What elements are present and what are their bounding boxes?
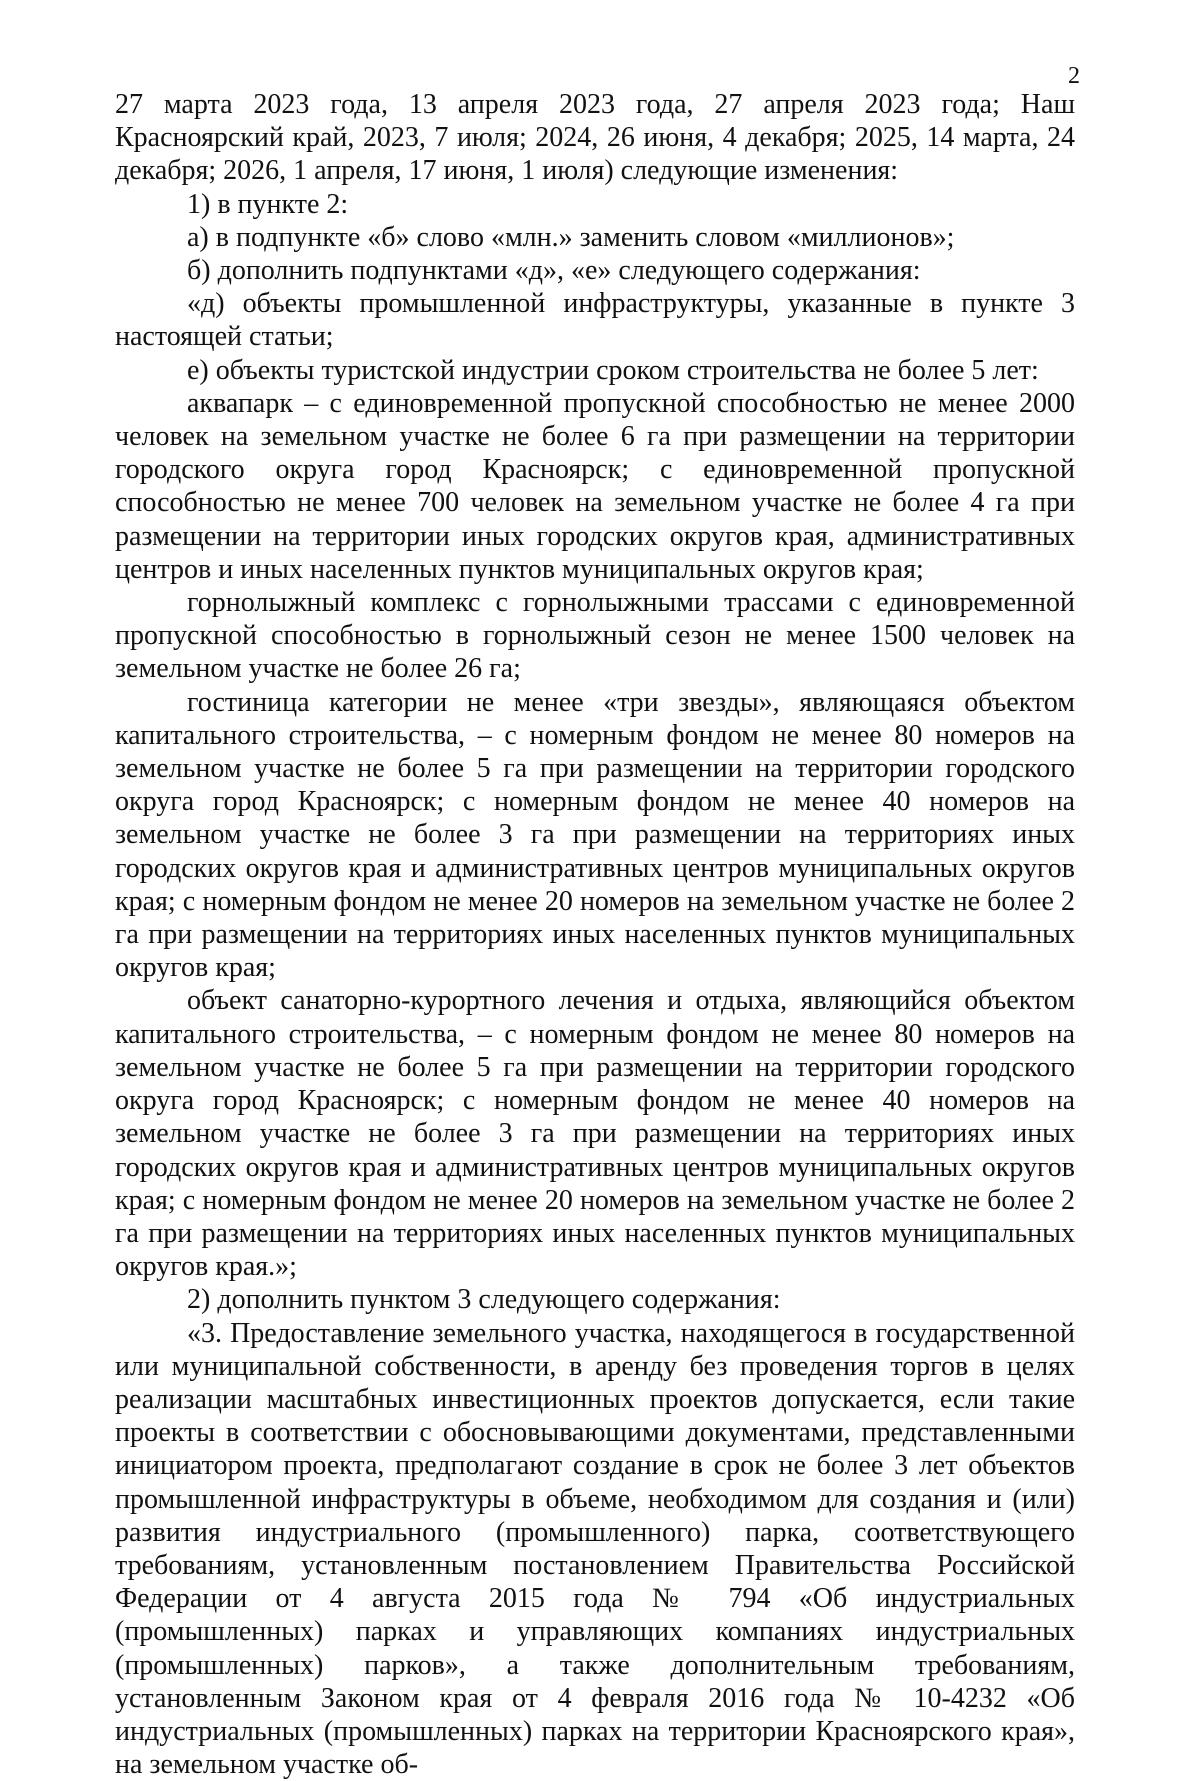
paragraph-subitem-d: «д) объекты промышленной инфраструктуры, указанные в пункте 3 настоящей статьи;	[115, 288, 1075, 353]
paragraph-hotel: гостиница категории не менее «три звезды», являющаяся объектом капитального строительства, – с номерным фондом не менее 80 номеров на земельном участке не более 5 га при размещении на территории городского округа город Красноярск; с номерным фондом не менее 40 номеров на земельном участке не более 3 га при размещении на территориях иных городских округов края и административных центров муниципальных округов края; с номерным фондом не менее 20 номеров на земельном участке не более 2 га при размещении на территориях иных населенных пунктов муниципальных округов края;	[115, 686, 1075, 984]
paragraph-aquapark: аквапарк – с единовременной пропускной способностью не менее 2000 человек на земельном участке не более 6 га при размещении на территории городского округа город Красноярск; с единовременной пропускной способностью не менее 700 человек на земельном участке не более 4 га при размещении на территории иных городских округов края, административных центров и иных населенных пунктов муниципальных округов края;	[115, 387, 1075, 585]
paragraph-ski-complex: горнолыжный комплекс с горнолыжными трассами с единовременной пропускной способностью в горнолыжный сезон не менее 1500 человек на земельном участке не более 26 га;	[115, 587, 1075, 685]
paragraph-subitem-e: е) объекты туристской индустрии сроком строительства не более 5 лет:	[187, 354, 1039, 386]
paragraph-item-2: 2) дополнить пунктом 3 следующего содержания:	[187, 1284, 781, 1316]
paragraph-point-3: «3. Предоставление земельного участка, находящегося в государственной или муниципальной собственности, в аренду без проведения торгов в целях реализации масштабных инвестиционных проектов допускается, если такие проекты в соответствии с обосновывающими документами, представленными инициатором проекта, предполагают создание в срок не более 3 лет объектов промышленной инфраструктуры в объеме, необходимом для создания и (или) развития индустриального (промышленного) парка, соответствующего требованиям, установленным постановлением Правительства Российской Федерации от 4 августа 2015 года № 794 «Об индустриальных (промышленных) парках и управляющих компаниях индустриальных (промышленных) парков», а также дополнительным требованиям, установленным Законом края от 4 февраля 2016 года № 10-4232 «Об индустриальных (промышленных) парках на территории Красноярского края», на земельном участке об-	[115, 1317, 1075, 1781]
page-number: 2	[1068, 63, 1080, 89]
paragraph-subitem-b: б) дополнить подпунктами «д», «е» следующего содержания:	[187, 255, 921, 287]
paragraph-sanatorium: объект санаторно-курортного лечения и отдыха, являющийся объектом капитального строительства, – с номерным фондом не менее 80 номеров на земельном участке не более 5 га при размещении на территории городского округа город Красноярск; с номерным фондом не менее 40 номеров на земельном участке не более 3 га при размещении на территориях иных городских округов края и административных центров муниципальных округов края; с номерным фондом не менее 20 номеров на земельном участке не более 2 га при размещении на территориях иных населенных пунктов муниципальных округов края.»;	[115, 985, 1075, 1283]
document-body	[115, 88, 1075, 1781]
paragraph-continuation: 27 марта 2023 года, 13 апреля 2023 года, 27 апреля 2023 года; Наш Красноярский край, 2023, 7 июля; 2024, 26 июня, 4 декабря; 2025, 14 марта, 24 декабря; 2026, 1 апреля, 17 июня, 1 июля) следующие изменения:	[115, 89, 1075, 187]
paragraph-item-1: 1) в пункте 2:	[187, 188, 349, 220]
paragraph-subitem-a: а) в подпункте «б» слово «млн.» заменить словом «миллионов»;	[187, 221, 955, 253]
